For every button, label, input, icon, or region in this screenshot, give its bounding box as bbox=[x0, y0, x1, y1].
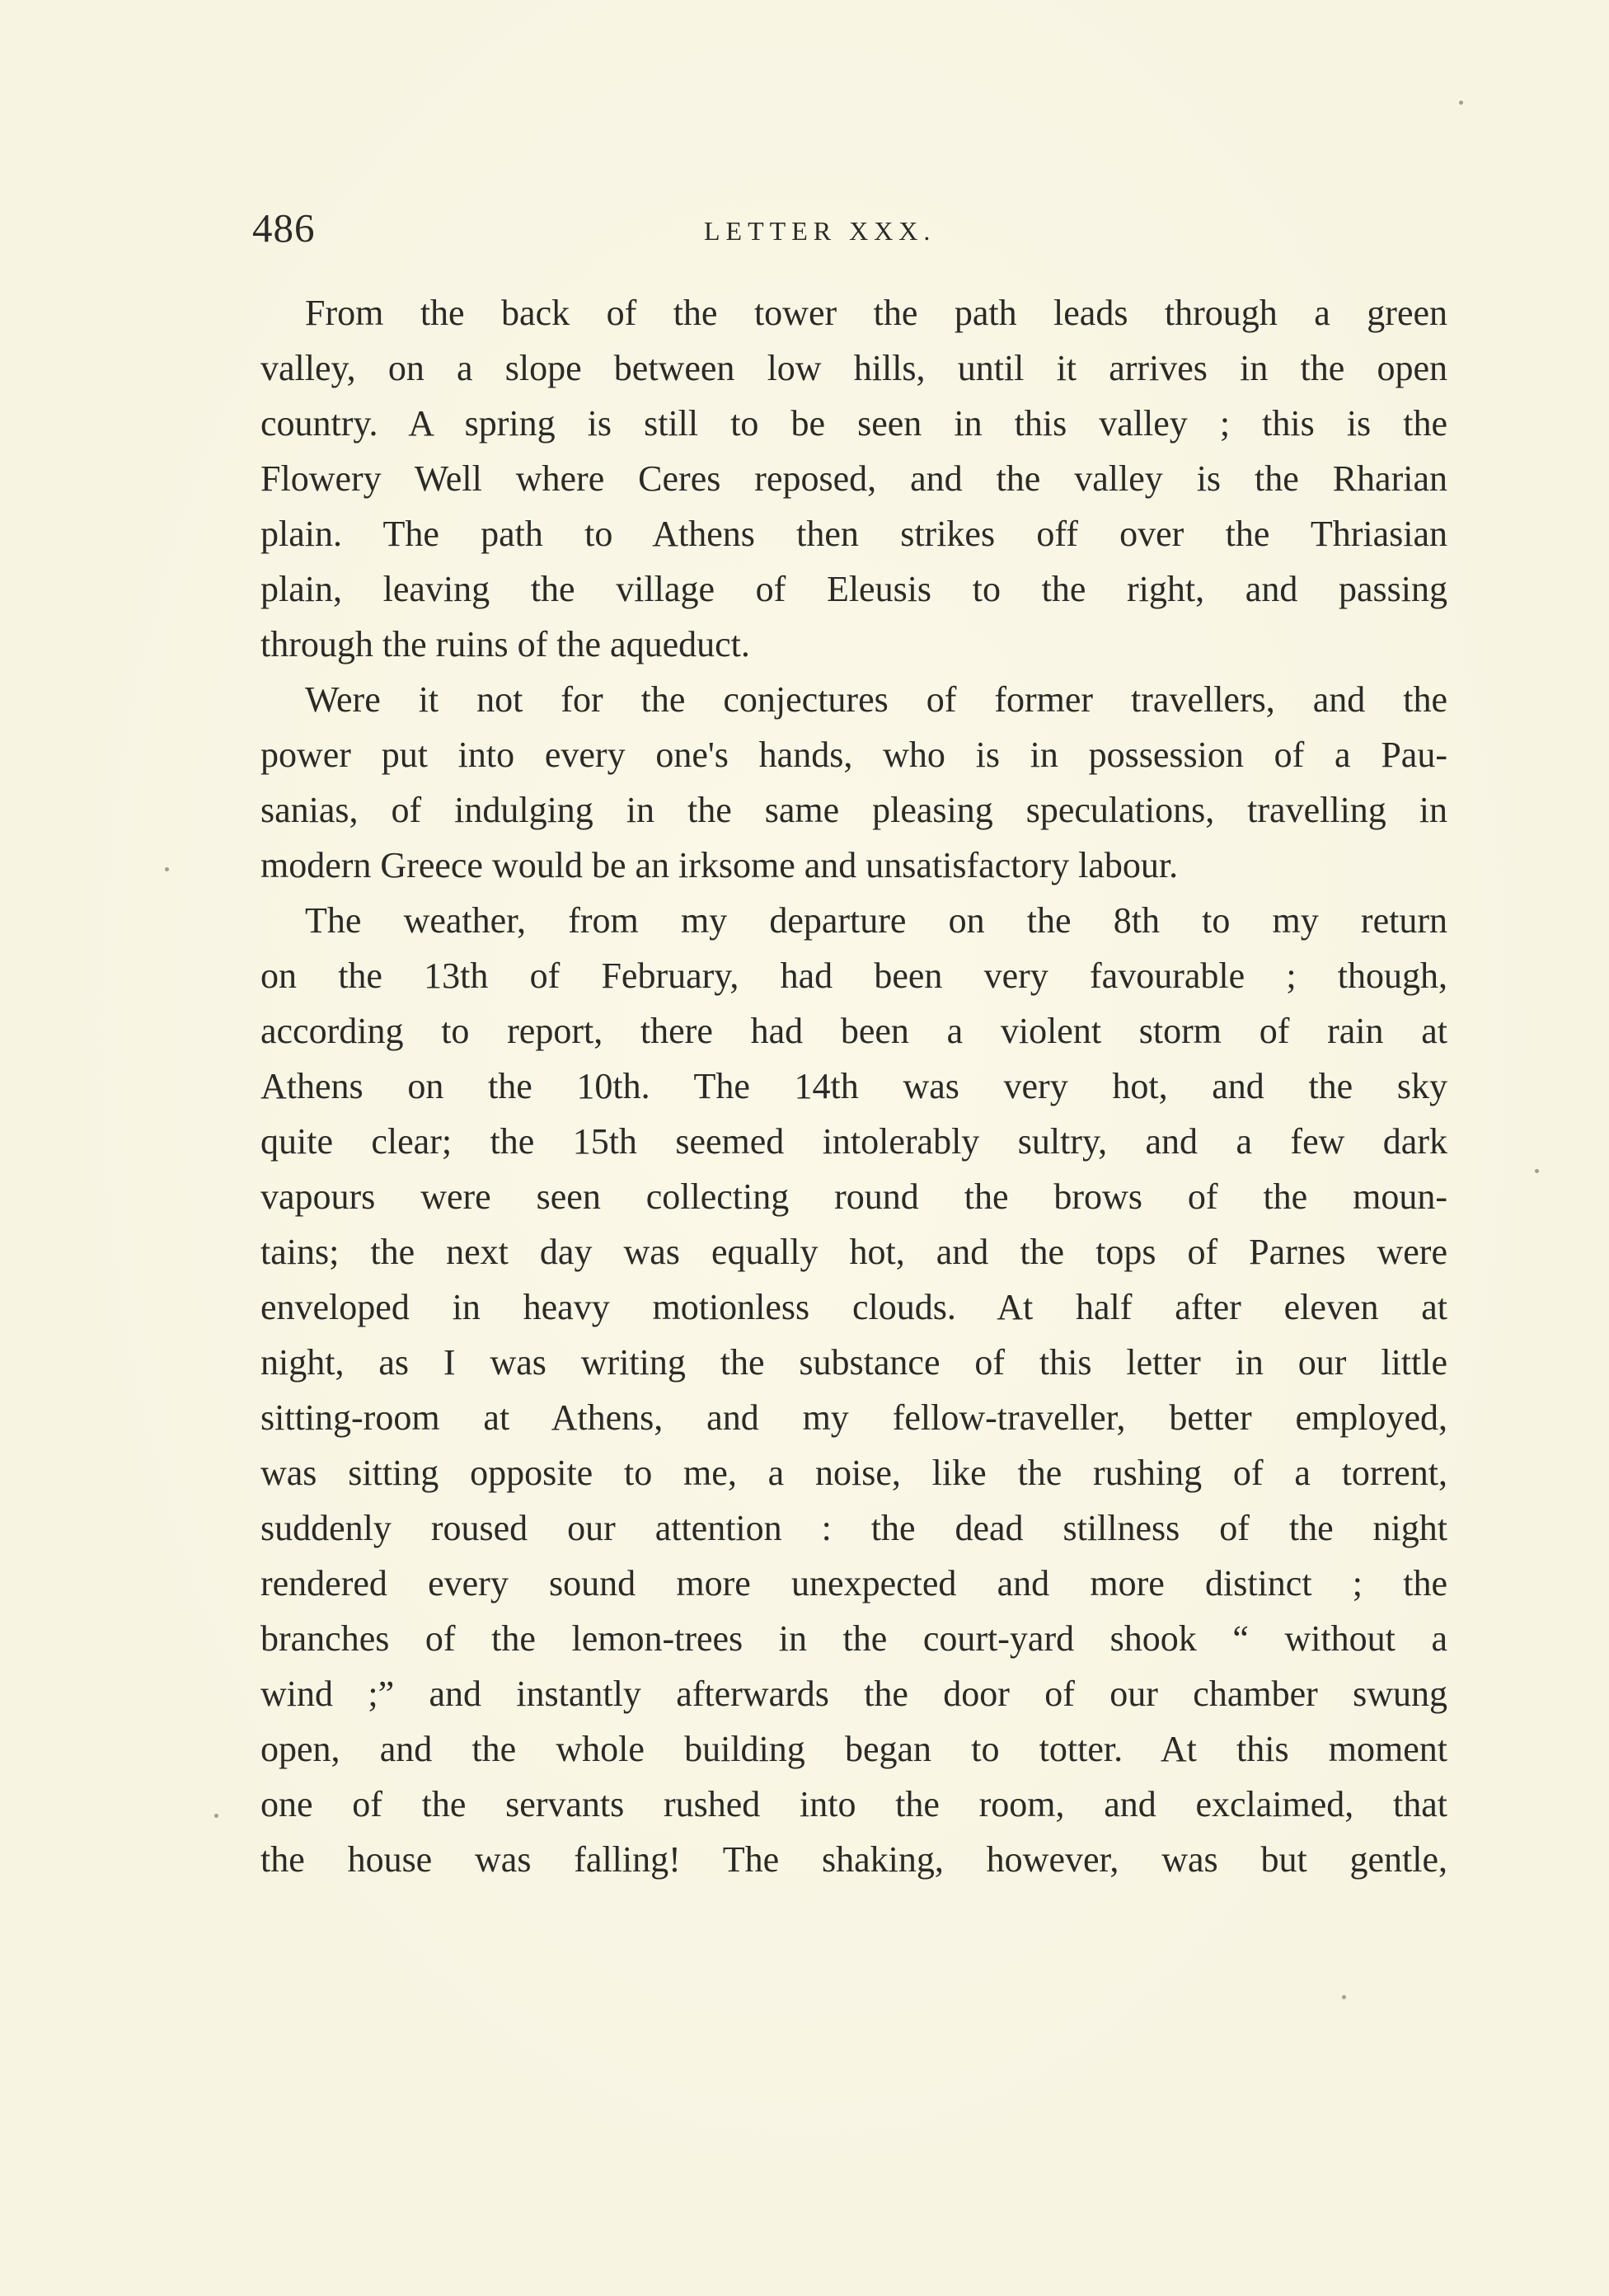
paragraph-2 bbox=[260, 672, 1447, 893]
text-line: power put into every one's hands, who is in possession of a Pau- bbox=[260, 735, 1447, 775]
body-text bbox=[260, 285, 1447, 1887]
text-line: open, and the whole building began to totter. At this moment bbox=[260, 1729, 1447, 1769]
text-line: quite clear; the 15th seemed intolerably sultry, and a few dark bbox=[260, 1121, 1447, 1162]
running-head: LETTER XXX. bbox=[704, 216, 936, 246]
text-line: wind ;” and instantly afterwards the door of our chamber swung bbox=[260, 1674, 1447, 1714]
paragraph-1 bbox=[260, 285, 1447, 672]
text-line: enveloped in heavy motionless clouds. At half after eleven at bbox=[260, 1287, 1447, 1327]
text-line: Athens on the 10th. The 14th was very hot, and the sky bbox=[260, 1066, 1447, 1106]
text-line: plain. The path to Athens then strikes off over the Thriasian bbox=[260, 514, 1447, 554]
text-line: The weather, from my departure on the 8th to my return bbox=[305, 900, 1447, 941]
text-line: suddenly roused our attention : the dead stillness of the night bbox=[260, 1508, 1447, 1548]
page-header bbox=[252, 198, 1447, 264]
text-line: branches of the lemon-trees in the court-yard shook “ without a bbox=[260, 1618, 1447, 1659]
paragraph-3 bbox=[260, 893, 1447, 1887]
text-line: plain, leaving the village of Eleusis to the right, and passing bbox=[260, 569, 1447, 609]
paper-speck bbox=[1535, 1169, 1539, 1173]
text-line: rendered every sound more unexpected and more distinct ; the bbox=[260, 1563, 1447, 1603]
text-line: vapours were seen collecting round the brows of the moun- bbox=[260, 1176, 1447, 1217]
paper-speck bbox=[1342, 1995, 1346, 1999]
text-line: on the 13th of February, had been very favourable ; though, bbox=[260, 955, 1447, 996]
page-number: 486 bbox=[252, 205, 316, 251]
text-line: country. A spring is still to be seen in this valley ; this is the bbox=[260, 403, 1447, 444]
text-line: was sitting opposite to me, a noise, like the rushing of a torrent, bbox=[260, 1453, 1447, 1493]
text-line: through the ruins of the aqueduct. bbox=[260, 624, 750, 664]
text-line: night, as I was writing the substance of this letter in our little bbox=[260, 1342, 1447, 1383]
text-line: one of the servants rushed into the room, and exclaimed, that bbox=[260, 1784, 1447, 1824]
text-line: sanias, of indulging in the same pleasing speculations, travelling in bbox=[260, 790, 1447, 830]
paper-speck bbox=[1459, 101, 1463, 105]
paper-speck bbox=[165, 867, 169, 871]
text-line: the house was falling! The shaking, however, was but gentle, bbox=[260, 1839, 1447, 1880]
text-line: according to report, there had been a violent storm of rain at bbox=[260, 1011, 1447, 1051]
paper-speck bbox=[214, 1814, 218, 1818]
text-line: modern Greece would be an irksome and unsatisfactory labour. bbox=[260, 845, 1179, 885]
text-line: Flowery Well where Ceres reposed, and the valley is the Rharian bbox=[260, 458, 1447, 499]
text-line: From the back of the tower the path leads through a green bbox=[305, 293, 1447, 333]
text-line: tains; the next day was equally hot, and the tops of Parnes were bbox=[260, 1232, 1447, 1272]
text-line: sitting-room at Athens, and my fellow-traveller, better employed, bbox=[260, 1397, 1447, 1438]
text-line: Were it not for the conjectures of former travellers, and the bbox=[305, 679, 1447, 720]
text-line: valley, on a slope between low hills, until it arrives in the open bbox=[260, 348, 1447, 388]
